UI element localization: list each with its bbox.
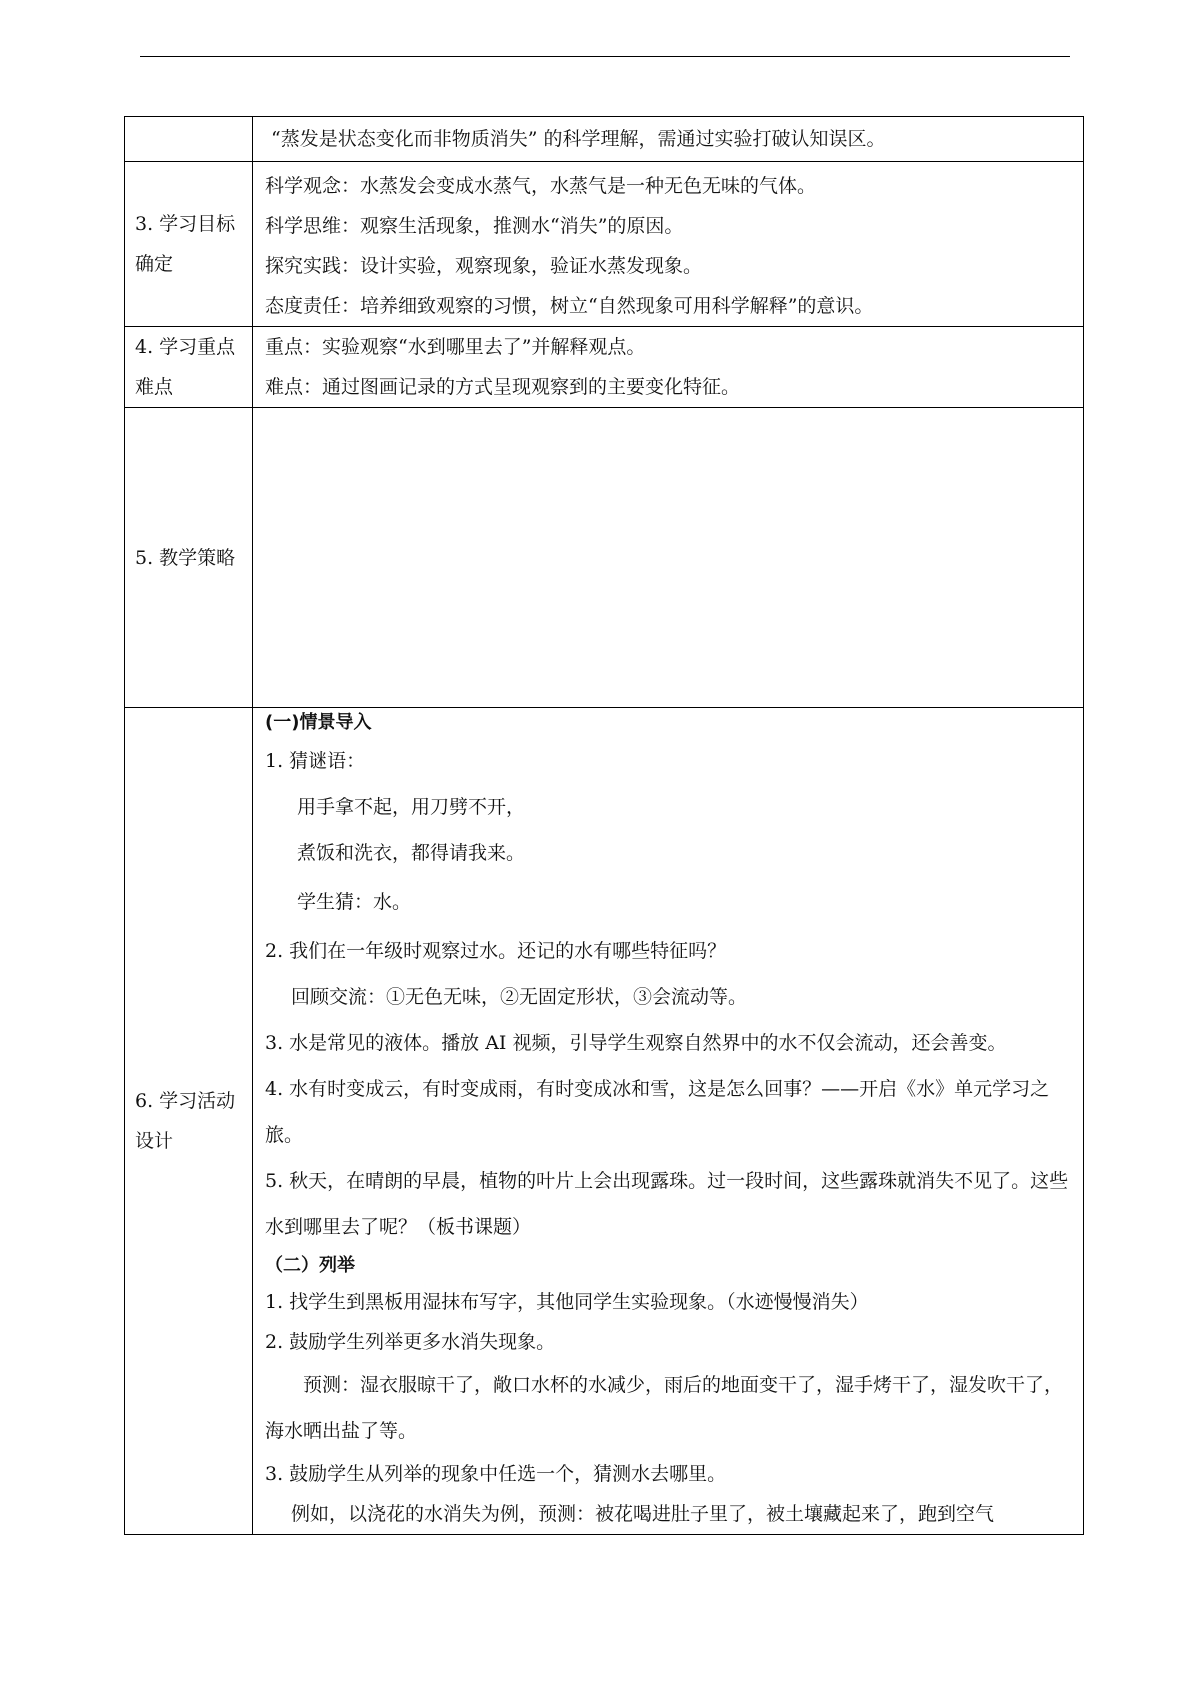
table-row	[125, 162, 1084, 327]
prediction-text	[265, 1362, 1075, 1454]
table-row	[125, 327, 1084, 408]
row-label: 3. 学习目标确定	[125, 162, 253, 327]
goal-scientific-thinking: 科学思维：观察生活现象，推测水“消失”的原因。	[265, 215, 684, 237]
row-label	[125, 117, 253, 162]
riddle-title: 1. 猜谜语：	[265, 750, 366, 772]
activity-item: 5. 秋天，在晴朗的早晨，植物的叶片上会出现露珠。过一段时间，这些露珠就消失不见了。这些水到哪里去了呢？（板书课题）	[265, 1170, 1069, 1238]
lesson-plan-table	[124, 116, 1084, 1535]
riddle-line: 用手拿不起，用刀劈不开，	[297, 796, 526, 818]
table-row	[125, 708, 1084, 1535]
key-point: 重点：实验观察“水到哪里去了”并解释观点。	[265, 336, 646, 358]
riddle-answer: 学生猜：水。	[297, 891, 412, 913]
row-label: 4. 学习重点难点	[125, 327, 253, 408]
row-content	[253, 708, 1084, 1535]
activity-item: 3. 水是常见的液体。播放 AI 视频，引导学生观察自然界中的水不仅会流动，还会善变。	[265, 1032, 1007, 1054]
goal-attitude-responsibility: 态度责任：培养细致观察的习惯，树立“自然现象可用科学解释”的意识。	[265, 295, 874, 317]
prediction-text-body: 预测：湿衣服晾干了，敞口水杯的水减少，雨后的地面变干了，湿手烤干了，湿发吹干了，海水晒出盐了等。	[265, 1374, 1064, 1442]
table-row	[125, 408, 1084, 708]
row-content	[253, 162, 1084, 327]
table-row	[125, 117, 1084, 162]
activity-item: 2. 我们在一年级时观察过水。还记的水有哪些特征吗？	[265, 940, 727, 962]
riddle-line: 煮饭和洗衣，都得请我来。	[297, 842, 526, 864]
activity-item: 4. 水有时变成云，有时变成雨，有时变成冰和雪，这是怎么回事？——开启《水》单元学习之旅。	[265, 1078, 1050, 1146]
row-content	[253, 117, 1084, 162]
difficult-point: 难点：通过图画记录的方式呈现观察到的主要变化特征。	[265, 376, 741, 398]
goal-inquiry-practice: 探究实践：设计实验，观察现象，验证水蒸发现象。	[265, 255, 703, 277]
example-text: 例如，以浇花的水消失为例，预测：被花喝进肚子里了，被土壤藏起来了，跑到空气	[291, 1503, 995, 1525]
row-content-empty	[253, 408, 1084, 708]
list-item: 2. 鼓励学生列举更多水消失现象。	[265, 1331, 556, 1353]
list-item: 3. 鼓励学生从列举的现象中任选一个，猜测水去哪里。	[265, 1463, 727, 1485]
misconception-text: “蒸发是状态变化而非物质消失” 的科学理解，需通过实验打破认知误区。	[271, 128, 886, 150]
section-title: （二）列举	[265, 1255, 355, 1276]
section-title: (一)情景导入	[265, 712, 372, 733]
activity-answer: 回顾交流：①无色无味，②无固定形状，③会流动等。	[291, 986, 748, 1008]
list-item: 1. 找学生到黑板用湿抹布写字，其他同学生实验现象。（水迹慢慢消失）	[265, 1291, 869, 1313]
row-content	[253, 327, 1084, 408]
row-label: 6. 学习活动设计	[125, 708, 253, 1535]
goal-scientific-concept: 科学观念：水蒸发会变成水蒸气，水蒸气是一种无色无味的气体。	[265, 175, 817, 197]
row-label: 5. 教学策略	[125, 408, 253, 708]
header-rule	[140, 56, 1070, 57]
